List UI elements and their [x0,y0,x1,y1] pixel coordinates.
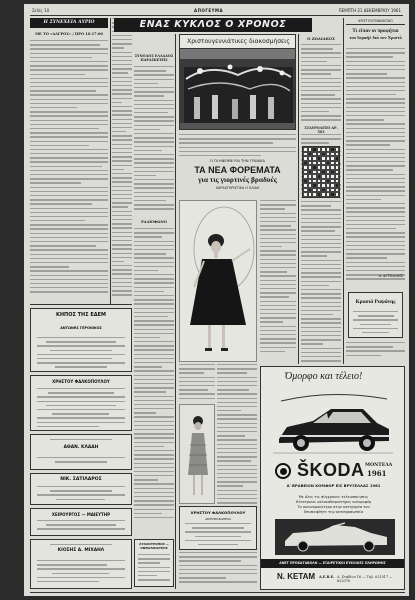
skoda-feature-1: Με όλες τις σύγχρονες τελειοποιήσεις [298,495,369,499]
skoda-sedan-image [273,403,393,459]
newspaper-page [24,4,409,596]
black-dress-photo [179,200,257,362]
ad-optician [134,539,174,587]
article-headline: ΤΑ ΝΕΑ ΦΟΡΕΜΑΤΑ [194,165,281,175]
photo-caption: Χριστουγεννιάτικες διακοσμήσεις [180,35,296,49]
storefront-image [180,49,296,130]
ad-falkopoulou [30,375,132,431]
section-rule [30,304,132,305]
skoda-feature-2: Ηλεκτρικοί υαλοκαθαριστήρες καλοριφέρ [295,500,372,504]
left-column [30,18,108,303]
article-kicker: Ο ΠΙ ΗΝΕΙΜΕ ΡΑΙ ΤΗΝ ΓΥΝΑΙΚΑ [210,159,265,163]
article-subhead: ΧΑΡΑΚΤΗΡΙΣΤΙΚΑ Η ΧΛΙΔΗ [215,186,260,190]
center-bottom-text [179,552,257,589]
column-rule [298,34,299,364]
ad-kiosis [30,539,132,589]
striped-dress-photo [179,404,215,504]
mid-heading: ΣΥΝΟΔΟΣ ΕΛΛΑΔΟΣ ΠΑΡΑΣΚΕΥΗΣ [134,54,174,62]
continuation-banner: Η ΣΥΝΕΧΕΙΑ ΑΥΡΙΟ [30,18,108,28]
horoscope-heading: Ο ΖΩΔΙΑΚΟΣ [307,36,335,41]
ad-title: ΧΕΙΡΟΥΡΓΟΣ — ΜΑΙΕΥΤΗΡ [51,512,111,517]
left-body-text [30,40,108,302]
horoscope-column [301,34,341,364]
crossword-grid [302,146,340,198]
left-narrow-column [112,18,132,303]
dealer-name: Ν. ΚΕΤΑΜ [277,572,316,581]
ad-subtitle: ΑΝΤΩΝΗΣ ΓΕΡΟΝΙΚΟΣ [60,326,102,330]
ad-title: ΚΙΟΣΗΣ Α. ΜΙΧΑΗΛ [57,548,105,553]
page-number: Σελίς 10 [32,8,50,13]
ad-satilaros [30,473,132,505]
skoda-feature-3: Το οικονομικώτερο στην κατηγορία του [297,505,370,509]
ad-falkopoulou-bottom [179,506,257,550]
masthead: ΑΠΟΓΕΥΜΑ [194,8,224,13]
article-signature: Α. ΑΓΓΕΛΙΔΗΣ [378,274,403,278]
photo-caption-text [179,364,215,402]
skoda-feature-4: Επισκεφθήτε την αντιπροσωπεία [303,510,364,514]
ad-title: ΑΥΑΛΟΤΡΟΠΟΣ — ΟΦΘΑΛΜΙΑΤΡΟΣ [139,542,169,550]
skoda-advertisement [260,366,405,590]
ad-title: ΚΗΠΟΣ ΤΗΣ ΕΔΕΜ [55,312,107,318]
notice-heading: ΜΕ ΤΟ «ΑΛΓΡΟΣ» / ΠΡΟ 10.17.00 [35,32,103,36]
dealer-suffix: Α.Ε.Β.Ε. [319,575,335,579]
skoda-logo-icon [275,463,291,479]
ad-title: ΝΙΚ. ΣΑΤΙΛΑΡΟΣ [60,477,102,482]
skoda-terms-banner: ΑΝΕΤ ΠΡΟΚΑΤΑΒΟΛΗ — ΕΞΑΙΡΕΤΙΚΟΙ ΕΥΚΟΛΙΕΣ ΠΛΗΡΩΜΗΣ [261,559,404,568]
skoda-convertible-image [275,519,395,555]
ad-kipos-tis-edem [30,308,132,372]
woman-in-dress-image [180,405,215,504]
christmas-decorations-photo [179,34,296,130]
ad-surgeon [30,508,132,536]
column-rule [175,34,176,589]
fashion-article-text [260,200,296,362]
article-headline-2: για τις γιορτινές βραδυές [198,175,277,184]
dealer-address: Δ. Σταδίου 16 — Τηλ. 621017 — 622078 [337,575,393,583]
ad-kladi [30,434,132,470]
footer-rule [30,592,405,593]
kicker-rule [346,24,405,25]
fashion-headline-block [179,134,296,198]
skoda-features [267,495,400,515]
skoda-brand: ŠKODA [297,460,365,480]
crossword-heading: ΣΤΑΥΡΟΛΕΞΟ ΑΡ. 503 [304,126,338,134]
woman-in-black-dress-image [180,201,257,362]
ad-title: ΧΡΗΣΤΟΥ ΦΑΛΚΟΠΟΥΛΟΥ [52,379,110,384]
header-rule [30,15,403,16]
ad-subtitle: ΑΝΤΙΠΡΟΣΩΠΕΙΑΙ [205,517,231,521]
right-headline-2: του Ισραήλ διά τον Χριστό [349,35,402,40]
column-rule [110,18,111,304]
skoda-award: Α' ΒΡΑΒΕΙΟΝ ΚΟΜΦΟΡ ΕΙΣ ΒΡΥΞΕΛΛΑΣ 1961 [286,483,381,488]
ad-rapsani-wine [348,292,403,338]
skoda-slogan: Όμορφο και τέλειο! [285,371,363,382]
column-rule [343,18,344,364]
right-headline: Τι είπαν οι προφήται [352,28,399,34]
mid-column [134,34,174,589]
wine-ad-title: Κρασιά Ραψάνης [355,299,396,305]
issue-date: ΠΕΜΠΤΗ 21 ΔΕΚΕΜΒΡΙΟΥ 1961 [338,8,401,13]
skoda-model-label: ΜΟΝΤΕΛΑ [365,463,393,468]
skoda-year: 1961 [367,469,387,478]
right-kicker: ΧΡΙΣΤΟΥΓΕΝΝΙΑΤΙΚΟ [358,19,393,23]
right-column [346,18,405,364]
radio-heading: ΡΑΔΙΟΦΩΝΟ [141,220,167,224]
ad-title: ΑΘΑΝ. ΚΛΑΔΗ [63,445,99,450]
section-banner: ΕΝΑΣ ΚΥΚΛΟΣ Ο ΧΡΟΝΟΣ [114,18,312,32]
photo-side-text [217,364,257,524]
ad-title: ΧΡΗΣΤΟΥ ΦΑΛΚΟΠΟΥΛΟΥ [190,510,246,515]
